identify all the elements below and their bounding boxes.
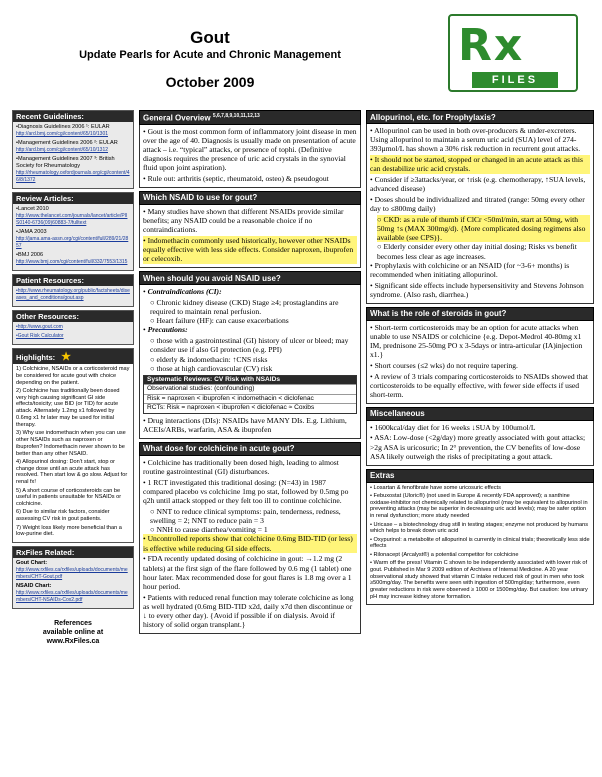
steroids-section xyxy=(366,307,594,404)
allopurinol-heading: Allopurinol, etc. for Prophylaxis? xyxy=(366,110,594,124)
colchicine-bullet: • FDA recently updated dosing of colchicine in gout: →1.2 mg (2 tablets) at the first sign of the flare followed by 0.6 mg (1 tablet) one hour later. Max recommended dose for gout flares is 1.8 mg over a 1 hour period. xyxy=(143,554,357,591)
references-note xyxy=(12,619,134,646)
cv-risk-row: Observational studies: (confounding) xyxy=(144,384,356,394)
when-nsaid-heading: When should you avoid NSAID use? xyxy=(139,271,361,285)
which-nsaid-section xyxy=(139,191,361,268)
precaution-item: ○ those with a gastrointestinal (GI) history of ulcer or bleed; may consider use if also GI protection (e.g. PPI) xyxy=(150,336,357,354)
highlights-title: Highlights: xyxy=(16,353,56,362)
guidelines-box xyxy=(12,110,134,189)
misc-bullet: • 1600kcal/day diet for 16 weeks ↓SUA by 100umol/L xyxy=(370,423,590,432)
other-resources-box xyxy=(12,310,134,345)
precaution-item: ○ those at high cardiovascular (CV) risk xyxy=(150,364,357,373)
steroids-bullet: • Short-term corticosteroids may be an option for acute attacks when unable to use NSAIDS or colchicine {e.g. Depot-Medrol 40-80mg x1 IM, prednisone 25-50mg PO x 3-5days or intra-articular (IA)injection x1.} xyxy=(370,323,590,360)
cv-risk-table xyxy=(143,375,357,414)
page-title: Gout xyxy=(190,28,230,47)
extras-bullet: • Losartan & fenofibrate have some uricosuric effects xyxy=(370,485,590,492)
which-nsaid-heading: Which NSAID to use for gout? xyxy=(139,191,361,205)
guideline-item xyxy=(16,124,130,138)
allopurinol-bullet: • Significant side effects include hypersensitivity and Stevens Johnson syndrome. (Also rash, diarrhea.) xyxy=(370,281,590,299)
allopurinol-section xyxy=(366,110,594,304)
highlight-item: 1) Colchicine, NSAIDs or a corticosteroid may be considered for acute gout with choice depending on the patient. xyxy=(16,366,130,386)
guideline-link[interactable]: http://ard.bmj.com/cgi/content/65/10/1301 xyxy=(16,131,108,137)
colchicine-sub: ○ NNT to reduce clinical symptoms: pain, tenderness, redness, swelling = 2; NNT to reduce pain = 3 xyxy=(150,507,357,525)
related-label: NSAID Chart: xyxy=(16,582,52,589)
precautions-label: • Precautions: xyxy=(143,325,357,334)
overview-bullet: • Gout is the most common form of inflammatory joint disease in men over the age of 40. Diagnosis is usually made on presentation of acute attack – i.e. “typical” attacks, or presence of tophi. (Definitive diagnosis requires the presence of uric acid crystals in the synovial fluid upon joint aspiration). xyxy=(143,127,357,173)
extras-bullet: • Oxypurinol: a metabolite of allopurinol is currently in clinical trials; theoretically less side effects xyxy=(370,537,590,551)
logo-rx-text: Rx xyxy=(458,20,525,71)
review-link[interactable]: http://jama.ama-assn.org/cgi/content/full/289/21/2857 xyxy=(16,236,129,249)
allopurinol-bullet: • Doses should be individualized and titrated (range: 50mg every other day to ≤800mg daily) xyxy=(370,195,590,213)
review-item xyxy=(16,252,130,266)
related-box xyxy=(12,546,134,609)
which-nsaid-bullet: • Many studies have shown that different NSAIDs provide similar benefits; any NSAID could be a reasonable choice if no contraindications. xyxy=(143,207,357,235)
overview-bullet: • Rule out: arthritis (septic, rheumatoid, osteo) & pseudogout xyxy=(143,174,357,183)
highlight-item: 6) Due to similar risk factors, consider assessing CV risk in gout patients. xyxy=(16,509,110,523)
review-item xyxy=(16,206,130,227)
extras-heading: Extras xyxy=(366,469,594,483)
page-date: October 2009 xyxy=(165,74,255,90)
extras-bullet: • Uricase – a biotechnology drug still in testing stages; enzyme not produced by humans which helps to break down uric acid xyxy=(370,522,590,536)
misc-section xyxy=(366,407,594,466)
patient-resources-heading: Patient Resources: xyxy=(13,275,133,286)
allopurinol-bullet: • Prophylaxis with colchicine or an NSAID (for ~3-6+ months) is recommended when initiating allopurinol. xyxy=(370,261,590,279)
star-icon: ★ xyxy=(61,351,72,363)
colchicine-bullet: • Patients with reduced renal function may tolerate colchicine as long as well hydrated (0.6mg BID-TID x2d, daily x7d then discontinue or ↓ to every other day). {Avoid if possible if on dialysis. Avoid if history of solid organ transplant.} xyxy=(143,593,357,630)
guideline-label: •Management Guidelines 2007 ³: British Society for Rheumatology xyxy=(16,156,115,169)
other-resource-link[interactable]: •http://www.gout.com xyxy=(16,324,63,330)
reviews-heading: Review Articles: xyxy=(13,193,133,204)
sidebar xyxy=(12,110,134,770)
page-subtitle: Update Pearls for Acute and Chronic Management xyxy=(79,49,341,61)
references-line: available online at xyxy=(42,628,104,636)
guideline-link[interactable]: http://ard.bmj.com/cgi/content/65/10/1312 xyxy=(16,147,108,153)
page-header xyxy=(0,0,602,108)
colchicine-section xyxy=(139,442,361,634)
highlights-box xyxy=(12,348,134,543)
steroids-heading: What is the role of steroids in gout? xyxy=(366,307,594,321)
review-label: •JAMA 2003 xyxy=(16,229,47,235)
drug-interactions-bullet: • Drug interactions (DIs): NSAIDs have MANY DIs. E.g. Lithium, ACEIs/ARBs, warfarin, ASA & ibuprofen xyxy=(143,416,357,434)
allopurinol-sub: ○ CKD: as a rule of thumb if ClCr <50ml/min, start at 50mg, with 50mg ↑s (MAX 300mg/d). {More complicated dosing regimens also available (see CPS)}. xyxy=(377,215,590,243)
extras-bullet: • Febuxostat (Uloric®) (not used in Europe & recently FDA approved); a xanthine oxidase-inhibitor not chemically related to allopurinol (may be equivalent to allopurinol in preventing attacks (may be superior in decreasing uric acid levels); may be safer option in renal dysfunction; more study needed xyxy=(370,493,590,520)
colchicine-bullet: • 1 RCT investigated this traditional dosing: (N=43) in 1987 compared placebo vs colchicine 1mg po stat, followed by 0.5mg po q2h until attack stopped or they felt too ill to continue colchicine. xyxy=(143,478,357,506)
extras-bullet: • Rilonacept (Arcalyst®) a potential competitor for colchicine xyxy=(370,552,590,559)
references-url[interactable]: www.RxFiles.ca xyxy=(46,637,100,645)
steroids-bullet: • A review of 3 trials comparing corticosteroids to NSAIDs showed that corticosteroids to be equally effective, with fewer side effects if used short-term. xyxy=(370,372,590,400)
overview-heading: General Overview $^{5,6,7,8,9,10,11,12,13}$ xyxy=(139,110,361,125)
highlight-item: 5) A short course of corticosteroids can be useful in patients unsuitable for NSAIDs or colchicine. xyxy=(16,487,122,508)
ci-label: • Contraindications (CI): xyxy=(143,287,357,296)
rxfiles-logo xyxy=(448,14,578,92)
patient-resources-box xyxy=(12,274,134,307)
highlight-item: 3) Why use indomethacin when you can use other NSAIDs such as naproxen or ibuprofen? Indomethacin never shown to be better than any other NSAID. xyxy=(16,430,126,457)
review-item xyxy=(16,229,130,250)
guideline-label: •Management Guidelines 2006 ²: EULAR xyxy=(16,140,118,146)
related-link[interactable]: http://www.rxfiles.ca/rxfiles/uploads/documents/members/CHT-NSAIDs-Cox2.pdf xyxy=(16,589,128,603)
review-label: •Lancet 2010 xyxy=(16,206,49,212)
references-line: References xyxy=(54,619,92,627)
guideline-link[interactable]: http://rheumatology.oxfordjournals.org/cgi/content/46/8/1372 xyxy=(16,170,130,183)
related-label: Gout Chart: xyxy=(16,559,48,566)
misc-heading: Miscellaneous xyxy=(366,407,594,421)
related-heading: RxFiles Related: xyxy=(13,547,133,558)
middle-column xyxy=(139,110,361,772)
guideline-item xyxy=(16,156,130,184)
right-column xyxy=(366,110,594,772)
colchicine-bullet: • Colchicine has traditionally been dosed high, leading to almost routine gastrointestinal (GI) disturbances. xyxy=(143,458,357,476)
reviews-box xyxy=(12,192,134,271)
other-resource-link[interactable]: •Gout Risk Calculator xyxy=(16,333,64,339)
patient-resource-link[interactable]: •http://www.rheumatology.org/public/factsheets/diseases_and_conditions/gout.asp xyxy=(16,288,130,301)
allopurinol-sub: ○ Elderly consider every other day initial dosing; Risks vs benefit becomes less clear as age increases. xyxy=(377,242,590,260)
guideline-label: •Diagnosis Guidelines 2006 ¹: EULAR xyxy=(16,124,110,130)
highlight-item: 7) Weight loss likely more beneficial than a low-purine diet. xyxy=(16,524,122,538)
when-nsaid-section xyxy=(139,271,361,439)
steroids-bullet: • Short courses (≤2 wks) do not require tapering. xyxy=(370,361,590,370)
cv-risk-title: Systematic Reviews: CV Risk with NSAIDs xyxy=(144,376,356,385)
highlight-item: 2) Colchicine has traditionally been dosed very high causing significant GI side effects/toxicity; use BID (or TID) for acute attack. Alternately 1.2mg x1 followed by 0.6mg x1 hr later may be used for initial therapy. xyxy=(16,387,120,428)
ci-item: ○ Heart failure (HF): can cause exacerbations xyxy=(150,316,357,325)
ci-item: ○ Chronic kidney disease (CKD) Stage ≥4; prostaglandins are required to maintain renal perfusion. xyxy=(150,298,357,316)
highlights-heading xyxy=(13,349,133,364)
overview-section xyxy=(139,110,361,188)
extras-bullet: • Warm off the press! Vitamin C shown to be independently associated with lower risk of gout. Published in Mar 9 2009 edition of Archives of Internal Medicine. A 20 year observational study showed that vitamin C intake reduced risk of gout in men who took ≥500mg/day. The benefits were seen with ingestion of 500mg/day; furthermore, even greater reductions in risk were observed ≥ 1000 or 1500mg/day. But caution: low urinary pH may increase kidney stone formation. xyxy=(370,560,590,601)
colchicine-bullet: • Uncontrolled reports show that colchicine 0.6mg BID-TID (or less) is effective while reducing GI side effects. xyxy=(143,534,357,552)
highlight-item: 4) Allopurinol dosing: Don't start, stop or change dose until an acute attack has resolved. Then start low & go slow. Adjust for renal fx! xyxy=(16,458,128,486)
allopurinol-bullet: • It should not be started, stopped or changed in an acute attack as this can destabilize uric acid crystals. xyxy=(370,155,590,173)
allopurinol-bullet: • Consider if ≥3attacks/year, or ↑risk (e.g. chemotherapy, ↑SUA levels, advanced disease) xyxy=(370,175,590,193)
related-link[interactable]: http://www.rxfiles.ca/rxfiles/uploads/documents/members/CHT-Gout.pdf xyxy=(16,566,128,580)
review-link[interactable]: http://www.thelancet.com/journals/lancet/article/PIIS0140-6736(09)60883-7/fulltext xyxy=(16,213,128,226)
logo-files-text: FILES xyxy=(472,72,558,88)
review-link[interactable]: http://www.bmj.com/cgi/content/full/332/7553/1315 xyxy=(16,259,128,265)
review-label: •BMJ 2006 xyxy=(16,252,44,258)
precaution-item: ○ elderly & indomethacin: ↑CNS risks xyxy=(150,355,357,364)
which-nsaid-bullet: • Indomethacin commonly used historically, however other NSAIDs equally effective with less side effects. Consider naproxen, ibuprofen or celecoxib. xyxy=(143,236,357,264)
cv-risk-row: Risk = naproxen < ibuprofen < indomethacin < diclofenac xyxy=(144,394,356,404)
guidelines-heading: Recent Guidelines: xyxy=(13,111,133,122)
colchicine-sub: ○ NNH to cause diarrhea/vomiting = 1 xyxy=(150,525,357,534)
guideline-item xyxy=(16,140,130,154)
misc-bullet: • ASA: Low-dose (<2g/day) more greatly associated with gout attacks; >2g ASA is uricosuric; In 2° prevention, the CV benefits of low-dose ASA likely outweigh the risks of precipitating a gout attack. xyxy=(370,433,590,461)
colchicine-heading: What dose for colchicine in acute gout? xyxy=(139,442,361,456)
extras-section xyxy=(366,469,594,606)
other-resources-heading: Other Resources: xyxy=(13,311,133,322)
cv-risk-row: RCTs: Risk = naproxen < ibuprofen < diclofenac ≈ Coxibs xyxy=(144,403,356,413)
allopurinol-bullet: • Allopurinol can be used in both over-producers & under-excreters. Using allopurinol to maintain a serum uric acid (SUA) level of 274-393µmol/L has shown a 30% risk reduction in recurrent gout attacks. xyxy=(370,126,590,154)
